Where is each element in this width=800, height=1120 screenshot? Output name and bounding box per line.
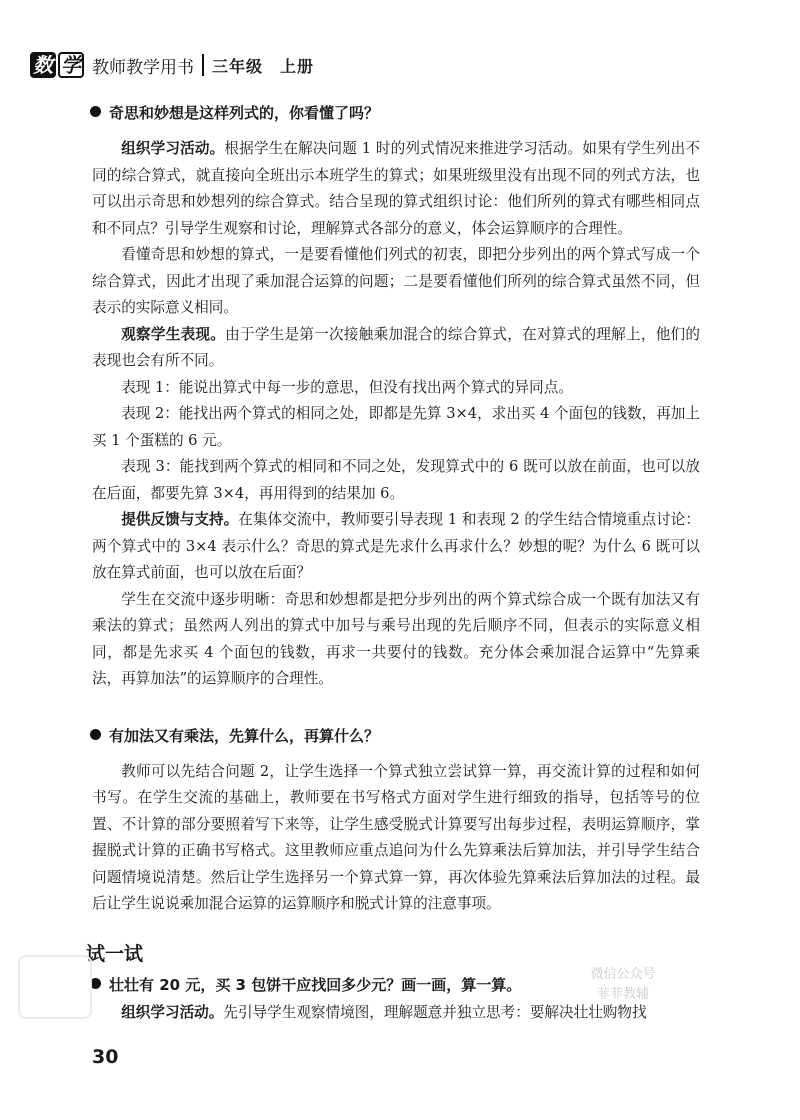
paragraph: 表现 1：能说出算式中每一步的意思，但没有找出两个算式的异同点。 (121, 378, 573, 396)
section-heading: 有加法又有乘法，先算什么，再算什么？ (90, 723, 700, 749)
paragraph: 表现 3：能找到两个算式的相同和不同之处，发现算式中的 6 既可以放在前面，也可以放在后面，都要先算 3×4，再用得到的结果加 6。 (92, 458, 700, 502)
paragraph: 观察学生表现。由于学生是第一次接触乘加混合的综合算式，在对算式的理解上，他们的表现也会有所不同。 (92, 325, 700, 369)
header-divider (202, 54, 204, 76)
paragraph: 表现 2：能找出两个算式的相同之处，即都是先算 3×4，求出买 4 个面包的钱数，再加上买 1 个蛋糕的 6 元。 (92, 405, 700, 449)
paragraph: 看懂奇思和妙想的算式，一是要看懂他们列式的初衷，即把分步列出的两个算式写成一个综合算式，因此才出现了乘加混合运算的问题；二是要看懂他们所列的综合算式虽然不同，但表示的实际意义相同。 (92, 246, 700, 316)
watermark-text: 微信公众号 菲菲教辅 (590, 967, 656, 1002)
math-logo (30, 52, 84, 78)
paragraph: 组织学习活动。先引导学生观察情境图，理解题意并独立思考：要解决壮壮购物找 (121, 1003, 647, 1021)
section-heading: 奇思和妙想是这样列式的，你看懂了吗？ (90, 100, 700, 126)
logo-char-xue: 学 (58, 52, 84, 78)
logo-char-shu: 数 (30, 52, 56, 78)
section-title-try: 试一试 (86, 942, 144, 965)
watermark-badge (18, 955, 92, 1019)
book-title: 教师教学用书 (92, 57, 194, 78)
paragraph: 提供反馈与支持。在集体交流中，教师要引导表现 1 和表现 2 的学生结合情境重点讨论：两个算式中的 3×4 表示什么？奇思的算式是先求什么再求什么？妙想的呢？为什么 6 既可以放在算式前面，也可以放在后面？ (92, 511, 700, 581)
paragraph: 组织学习活动。根据学生在解决问题 1 时的列式情况来推进学习活动。如果有学生列出不同的综合算式，就直接向全班出示本班学生的算式；如果班级里没有出现不同的列式方法，也可以出示奇思和妙想列的综合算式。结合呈现的算式组织讨论：他们所列的算式有哪些相同点和不同点？引导学生观察和讨论，理解算式各部分的意义，体会运算顺序的合理性。 (92, 140, 700, 237)
paragraph: 学生在交流中逐步明晰：奇思和妙想都是把分步列出的两个算式综合成一个既有加法又有乘法的算式；虽然两人列出的算式中加号与乘号出现的先后顺序不同，但表示的实际意义相同，都是先求买 4 个面包的钱数，再求一共要付的钱数。充分体会乘加混合运算中“先算乘法，再算加法”的运算顺序的合理性。 (92, 590, 700, 687)
page-number: 30 (92, 1046, 119, 1068)
running-header (30, 50, 314, 80)
grade-label: 三年级 上册 (212, 56, 315, 76)
bullet-icon (90, 729, 101, 740)
section-heading: 壮壮有 20 元，买 3 包饼干应找回多少元？画一画，算一算。 (90, 972, 700, 998)
bullet-icon (90, 106, 101, 117)
paragraph: 教师可以先结合问题 2，让学生选择一个算式独立尝试算一算，再交流计算的过程和如何书写。在学生交流的基础上，教师要在书写格式方面对学生进行细致的指导，包括等号的位置、不计算的部分要照着写下来等，让学生感受脱式计算要写出每步过程，表明运算顺序，掌握脱式计算的正确书写格式。这里教师应重点追问为什么先算乘法后算加法，并引导学生结合问题情境说清楚。然后让学生选择另一个算式算一算，再次体验先算乘法后算加法的过程。最后让学生说说乘加混合运算的运算顺序和脱式计算的注意事项。 (92, 762, 700, 912)
page-body (86, 100, 700, 1026)
